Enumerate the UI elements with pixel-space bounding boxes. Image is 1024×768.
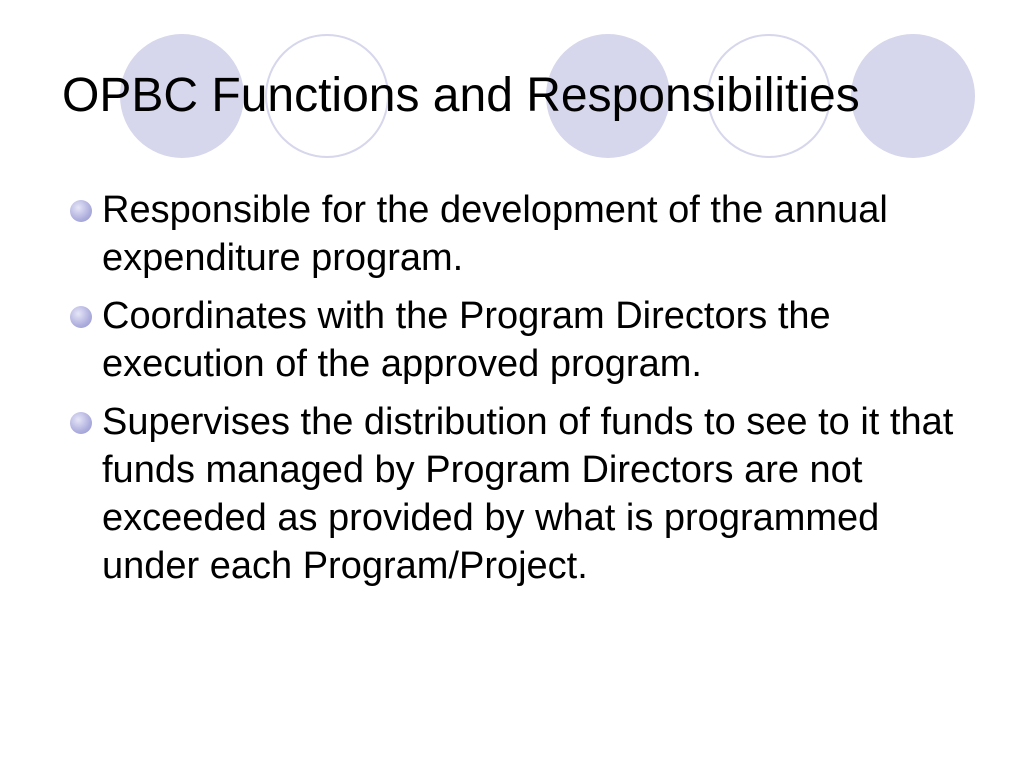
bullet-item (64, 398, 964, 590)
bullet-list (64, 186, 964, 600)
bullet-item (64, 292, 964, 388)
slide-title: OPBC Functions and Responsibilities (62, 69, 860, 122)
bullet-icon (70, 412, 92, 434)
bullet-text: Responsible for the development of the annual expenditure program. (102, 189, 888, 279)
bullet-icon (70, 200, 92, 222)
bullet-text: Coordinates with the Program Directors the execution of the approved program. (102, 295, 831, 385)
bullet-item (64, 186, 964, 282)
bullet-icon (70, 306, 92, 328)
bullet-text: Supervises the distribution of funds to see to it that funds managed by Program Directors are not exceeded as provided by what is programmed under each Program/Project. (102, 401, 954, 587)
